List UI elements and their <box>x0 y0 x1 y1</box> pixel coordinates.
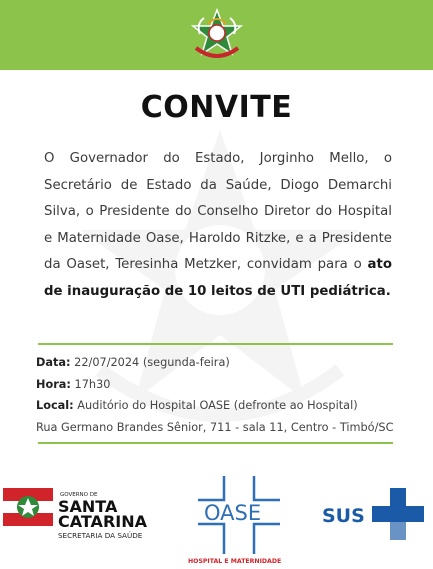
sc-line1: SANTA <box>58 497 118 516</box>
santa-catarina-logo <box>3 488 148 540</box>
time-label: Hora: <box>36 377 71 391</box>
divider-bottom <box>38 442 393 444</box>
event-details <box>36 352 416 438</box>
sus-name: SUS <box>322 505 365 527</box>
sc-small-text: GOVERNO DE <box>60 492 98 498</box>
place-value: Auditório do Hospital OASE (defronte ao Hospital) <box>73 399 358 412</box>
divider-top <box>38 343 393 345</box>
invite-body-highlight: ato de inauguração de 10 leitos de UTI pediátrica. <box>44 257 392 299</box>
time-row <box>36 374 416 396</box>
partner-logos <box>0 470 433 569</box>
sc-sub: SECRETARIA DA SAÚDE <box>58 531 143 540</box>
sus-logo <box>322 488 424 540</box>
time-value: 17h30 <box>70 377 111 391</box>
oase-sub: HOSPITAL E MATERNIDADE <box>188 558 282 565</box>
date-label: Data: <box>36 356 71 369</box>
place-row <box>36 395 416 417</box>
invite-body-lead: O Governador do Estado, Jorginho Mello, o Secretário de Estado da Saúde, Diogo Demarchi Silva, o Presidente do Conselho Diretor do Hospital e Maternidade Oase, Haroldo Ritzke, e a Presidente da Oaset, Teresinha Metzker, convidam para o <box>44 151 392 272</box>
date-row <box>36 352 416 374</box>
oase-name: OASE <box>204 501 262 525</box>
coat-of-arms-icon <box>186 4 248 66</box>
oase-logo <box>188 476 281 565</box>
invite-body <box>44 146 392 305</box>
address-row: Rua Germano Brandes Sênior, 711 - sala 11, Centro - Timbó/SC <box>36 420 394 434</box>
sc-line2: CATARINA <box>58 512 147 531</box>
place-label: Local: <box>36 399 74 412</box>
invite-title: CONVITE <box>140 90 293 125</box>
date-value: 22/07/2024 (segunda-feira) <box>70 356 230 369</box>
